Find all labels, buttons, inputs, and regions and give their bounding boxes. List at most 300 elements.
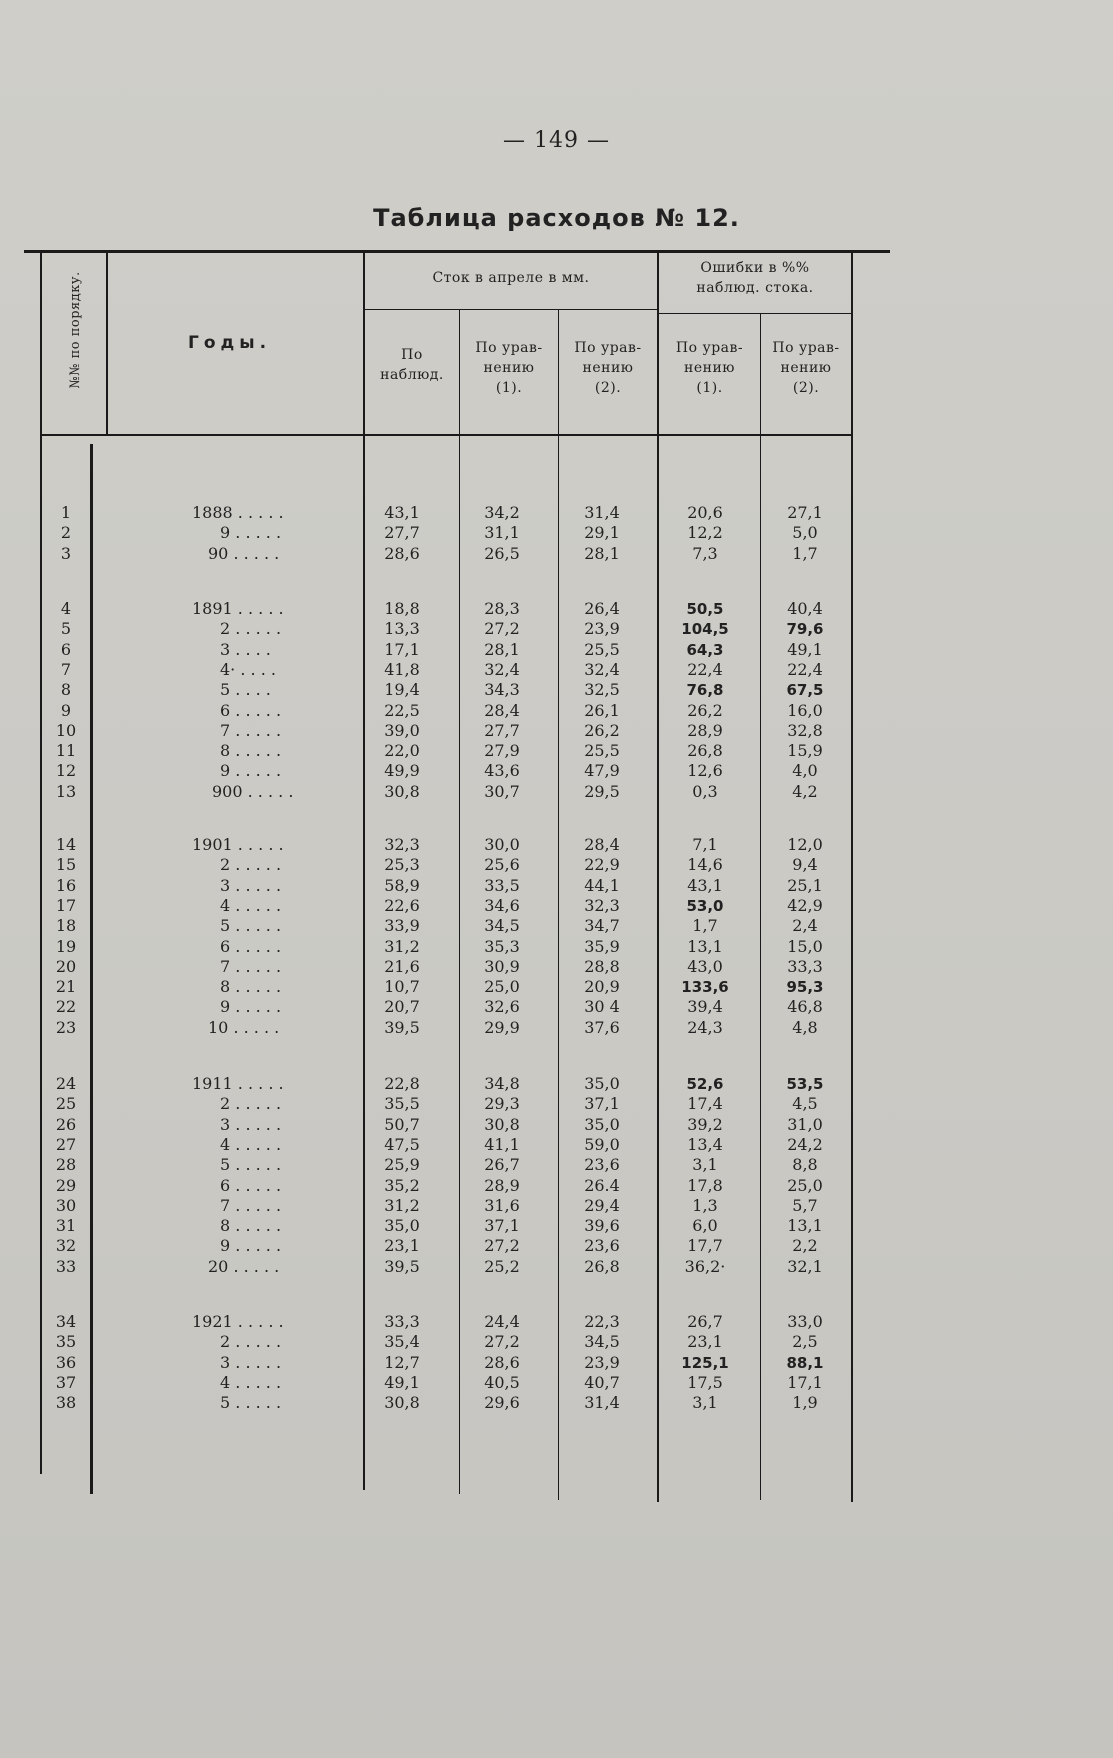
eq2-flow-cell: 26,8 (584, 1256, 620, 1276)
row-number: 36 (55, 1352, 77, 1372)
observed-flow-cell: 35,2 (384, 1175, 420, 1195)
eq1-flow-cell: 31,1 (484, 523, 520, 543)
observed-flow-cell: 30,8 (384, 781, 420, 801)
eq1-flow-cell: 28,9 (484, 1175, 520, 1195)
eq2-error-cell: 25,0 (787, 1175, 823, 1195)
eq2-error-cell: 79,6 (786, 620, 824, 639)
eq2-flow-cell: 37,6 (584, 1017, 620, 1037)
observed-flow-cell: 49,9 (384, 761, 420, 781)
eq1-flow-cell: 30,8 (484, 1114, 520, 1134)
header-err1-line: нению (684, 360, 735, 376)
eq1-flow-cell: 43,6 (484, 761, 520, 781)
eq2-error-cell: 95,3 (786, 978, 824, 997)
eq1-flow-cell: 34,2 (484, 503, 520, 522)
row-number: 5 (60, 619, 72, 639)
year-cell: 1911 . . . . . (192, 1074, 284, 1093)
eq1-error-cell: 64,3 (686, 640, 724, 659)
year-cell: 7 . . . . . (220, 1195, 282, 1215)
eq1-flow-cell: 29,9 (484, 1017, 520, 1037)
observed-flow-cell: 12,7 (384, 1352, 420, 1372)
year-cell: 5 . . . . . (220, 1155, 282, 1175)
year-cell: 9 . . . . . (220, 1236, 282, 1256)
observed-flow-cell: 27,7 (384, 523, 420, 543)
observed-flow-cell: 22,0 (384, 741, 420, 761)
eq2-error-cell: 9,4 (792, 855, 818, 875)
eq2-flow-cell: 40,7 (584, 1372, 620, 1392)
eq2-error-cell: 42,9 (787, 895, 823, 915)
eq1-flow-cell: 41,1 (484, 1134, 520, 1154)
header-years: Годы. (188, 333, 272, 353)
year-cell: 900 . . . . . (212, 781, 294, 801)
eq1-flow-cell: 31,6 (484, 1195, 520, 1215)
observed-flow-cell: 33,9 (384, 916, 420, 936)
eq2-error-cell: 32,1 (787, 1256, 823, 1276)
eq1-error-cell: 104,5 (681, 620, 729, 639)
eq2-flow-cell: 29,1 (584, 523, 620, 543)
observed-flow-cell: 23,1 (384, 1236, 420, 1256)
header-eq2-line: (2). (594, 380, 622, 396)
eq1-error-cell: 76,8 (686, 681, 724, 700)
eq1-flow-cell: 27,2 (484, 1332, 520, 1352)
eq2-error-cell: 16,0 (787, 700, 823, 720)
year-cell: 3 . . . . . (220, 875, 282, 895)
eq1-col-divider (558, 310, 559, 1500)
eq2-flow-cell: 23,9 (584, 1352, 620, 1372)
observed-flow-cell: 39,0 (384, 720, 420, 740)
eq1-error-cell: 3,1 (692, 1155, 718, 1175)
row-number: 30 (55, 1195, 77, 1215)
year-cell: 3 . . . . . (220, 1114, 282, 1134)
table-title: Таблица расходов № 12. (373, 204, 740, 232)
eq2-flow-cell: 23,9 (584, 619, 620, 639)
row-number: 35 (55, 1332, 77, 1352)
eq1-error-cell: 0,3 (692, 781, 718, 801)
observed-flow-cell: 35,4 (384, 1332, 420, 1352)
error-group-rule (659, 313, 851, 314)
year-cell: 1888 . . . . . (192, 503, 284, 522)
eq1-flow-cell: 29,3 (484, 1094, 520, 1114)
year-cell: 90 . . . . . (208, 543, 280, 563)
eq2-flow-cell: 20,9 (584, 977, 620, 997)
row-number: 31 (55, 1216, 77, 1236)
row-number: 9 (60, 700, 72, 720)
eq2-error-cell: 33,0 (787, 1312, 823, 1331)
year-cell: 3 . . . . . (220, 1352, 282, 1372)
row-number: 28 (55, 1155, 77, 1175)
year-cell: 3 . . . . (220, 639, 271, 659)
eq2-error-cell: 24,2 (787, 1134, 823, 1154)
eq2-error-cell: 2,5 (792, 1332, 818, 1352)
header-eq2 (559, 338, 657, 398)
eq1-flow-cell: 27,9 (484, 741, 520, 761)
top-rule (24, 250, 890, 253)
eq2-error-cell: 5,0 (792, 523, 818, 543)
eq1-error-cell: 53,0 (686, 896, 724, 915)
eq1-error-cell: 22,4 (687, 659, 723, 679)
year-cell: 5 . . . . . (220, 916, 282, 936)
eq2-error-cell: 53,5 (786, 1075, 824, 1093)
eq1-flow-cell: 26,7 (484, 1155, 520, 1175)
eq1-error-cell: 7,1 (692, 835, 718, 854)
header-eq1 (460, 338, 558, 398)
eq2-error-cell: 8,8 (792, 1155, 818, 1175)
eq1-error-cell: 39,2 (687, 1114, 723, 1134)
eq1-error-cell: 1,3 (692, 1195, 718, 1215)
eq1-flow-cell: 32,4 (484, 659, 520, 679)
row-number: 7 (60, 659, 72, 679)
row-number: 34 (55, 1312, 77, 1331)
eq1-flow-cell: 34,6 (484, 895, 520, 915)
eq1-error-cell: 26,7 (687, 1312, 723, 1331)
header-error-line: Ошибки в %% (700, 260, 810, 276)
eq1-error-cell: 17,4 (687, 1094, 723, 1114)
eq1-flow-cell: 29,6 (484, 1393, 520, 1413)
eq1-error-cell: 36,2· (684, 1256, 726, 1276)
year-cell: 1921 . . . . . (192, 1312, 284, 1331)
header-eq1-line: (1). (495, 380, 523, 396)
eq1-flow-cell: 27,2 (484, 1236, 520, 1256)
year-cell: 5 . . . . . (220, 1393, 282, 1413)
observed-flow-cell: 25,9 (384, 1155, 420, 1175)
eq1-error-cell: 125,1 (681, 1353, 729, 1372)
left-border (40, 252, 42, 1474)
eq2-error-cell: 2,4 (792, 916, 818, 936)
row-number: 22 (55, 997, 77, 1017)
eq1-error-cell: 14,6 (687, 855, 723, 875)
header-eq1-line: По урав- (475, 340, 543, 356)
eq1-error-cell: 17,8 (687, 1175, 723, 1195)
eq2-flow-cell: 28,8 (584, 956, 620, 976)
eq1-flow-cell: 37,1 (484, 1216, 520, 1236)
eq2-error-cell: 15,0 (787, 936, 823, 956)
eq2-flow-cell: 22,9 (584, 855, 620, 875)
eq2-error-cell: 2,2 (792, 1236, 818, 1256)
eq2-flow-cell: 31,4 (584, 1393, 620, 1413)
eq1-error-cell: 52,6 (686, 1075, 724, 1093)
eq2-flow-cell: 23,6 (584, 1236, 620, 1256)
row-number: 11 (55, 741, 77, 761)
observed-flow-cell: 35,0 (384, 1216, 420, 1236)
observed-flow-cell: 39,5 (384, 1256, 420, 1276)
eq1-error-cell: 12,6 (687, 761, 723, 781)
observed-flow-cell: 49,1 (384, 1372, 420, 1392)
observed-flow-cell: 22,6 (384, 895, 420, 915)
year-cell: 5 . . . . (220, 680, 271, 700)
eq2-error-cell: 27,1 (787, 503, 823, 522)
eq2-flow-cell: 25,5 (584, 639, 620, 659)
row-number: 4 (60, 599, 72, 618)
header-err1 (659, 338, 760, 398)
eq2-flow-cell: 35,9 (584, 936, 620, 956)
observed-flow-cell: 50,7 (384, 1114, 420, 1134)
year-cell: 10 . . . . . (208, 1017, 280, 1037)
eq1-flow-cell: 26,5 (484, 543, 520, 563)
group-divider (657, 252, 659, 1502)
eq2-flow-cell: 32,5 (584, 680, 620, 700)
header-bottom-rule (40, 434, 852, 436)
num-col-divider-body (90, 444, 93, 1494)
eq2-error-cell: 15,9 (787, 741, 823, 761)
row-number: 6 (60, 639, 72, 659)
observed-flow-cell: 31,2 (384, 1195, 420, 1215)
page-number: — 149 — (503, 128, 610, 153)
eq2-error-cell: 1,7 (792, 543, 818, 563)
year-cell: 4 . . . . . (220, 1134, 282, 1154)
eq1-flow-cell: 24,4 (484, 1312, 520, 1331)
observed-flow-cell: 22,5 (384, 700, 420, 720)
eq1-flow-cell: 32,6 (484, 997, 520, 1017)
eq1-error-cell: 3,1 (692, 1393, 718, 1413)
eq2-error-cell: 4,5 (792, 1094, 818, 1114)
year-cell: 1891 . . . . . (192, 599, 284, 618)
observed-flow-cell: 35,5 (384, 1094, 420, 1114)
eq2-flow-cell: 31,4 (584, 503, 620, 522)
eq2-error-cell: 12,0 (787, 835, 823, 854)
eq1-flow-cell: 25,0 (484, 977, 520, 997)
row-number: 14 (55, 835, 77, 854)
year-cell: 2 . . . . . (220, 619, 282, 639)
eq1-flow-cell: 25,6 (484, 855, 520, 875)
row-number: 19 (55, 936, 77, 956)
eq1-error-cell: 13,1 (687, 936, 723, 956)
eq1-error-cell: 39,4 (687, 997, 723, 1017)
eq2-error-cell: 33,3 (787, 956, 823, 976)
header-row-number: №№ по порядку. (68, 271, 83, 389)
row-number: 29 (55, 1175, 77, 1195)
header-err2-line: нению (780, 360, 832, 376)
eq2-flow-cell: 22,3 (584, 1312, 620, 1331)
row-number: 27 (55, 1134, 77, 1154)
eq2-flow-cell: 26,2 (584, 720, 620, 740)
eq2-flow-cell: 23,6 (584, 1155, 620, 1175)
eq2-flow-cell: 37,1 (584, 1094, 620, 1114)
year-cell: 9 . . . . . (220, 761, 282, 781)
eq1-flow-cell: 27,7 (484, 720, 520, 740)
eq2-flow-cell: 34,7 (584, 916, 620, 936)
observed-flow-cell: 47,5 (384, 1134, 420, 1154)
row-number: 10 (55, 720, 77, 740)
eq2-error-cell: 25,1 (787, 875, 823, 895)
observed-flow-cell: 39,5 (384, 1017, 420, 1037)
observed-flow-cell: 22,8 (384, 1074, 420, 1093)
row-number: 20 (55, 956, 77, 976)
eq2-flow-cell: 35,0 (584, 1114, 620, 1134)
row-number: 2 (60, 523, 72, 543)
eq1-error-cell: 17,7 (687, 1236, 723, 1256)
eq2-flow-cell: 32,4 (584, 659, 620, 679)
eq2-error-cell: 17,1 (787, 1372, 823, 1392)
year-cell: 6 . . . . . (220, 936, 282, 956)
year-cell: 2 . . . . . (220, 1094, 282, 1114)
eq2-error-cell: 49,1 (787, 639, 823, 659)
eq2-flow-cell: 47,9 (584, 761, 620, 781)
eq1-error-cell: 13,4 (687, 1134, 723, 1154)
year-cell: 2 . . . . . (220, 1332, 282, 1352)
row-number: 12 (55, 761, 77, 781)
observed-flow-cell: 28,6 (384, 543, 420, 563)
observed-flow-cell: 13,3 (384, 619, 420, 639)
eq1-error-cell: 6,0 (692, 1216, 718, 1236)
year-cell: 7 . . . . . (220, 956, 282, 976)
observed-flow-cell: 17,1 (384, 639, 420, 659)
eq1-flow-cell: 40,5 (484, 1372, 520, 1392)
row-number: 38 (55, 1393, 77, 1413)
row-number: 21 (55, 977, 77, 997)
eq1-flow-cell: 34,8 (484, 1074, 520, 1093)
year-cell: 20 . . . . . (208, 1256, 280, 1276)
eq1-error-cell: 1,7 (692, 916, 718, 936)
row-number: 32 (55, 1236, 77, 1256)
eq2-flow-cell: 35,0 (584, 1074, 620, 1093)
eq2-error-cell: 4,8 (792, 1017, 818, 1037)
num-col-divider (106, 252, 108, 434)
observed-flow-cell: 19,4 (384, 680, 420, 700)
eq2-error-cell: 31,0 (787, 1114, 823, 1134)
year-cell: 7 . . . . . (220, 720, 282, 740)
eq2-flow-cell: 26,4 (584, 599, 620, 618)
eq2-flow-cell: 28,4 (584, 835, 620, 854)
eq2-flow-cell: 30 4 (584, 997, 620, 1017)
header-flow-group: Сток в апреле в мм. (432, 270, 590, 286)
eq1-error-cell: 133,6 (681, 978, 729, 997)
eq2-error-cell: 67,5 (786, 681, 824, 700)
observed-flow-cell: 31,2 (384, 936, 420, 956)
header-err1-line: По урав- (675, 340, 744, 356)
header-err2-line: По урав- (772, 340, 840, 356)
eq1-error-cell: 43,0 (687, 956, 723, 976)
observed-flow-cell: 21,6 (384, 956, 420, 976)
year-cell: 8 . . . . . (220, 1216, 282, 1236)
header-eq2-line: По урав- (574, 340, 642, 356)
eq1-error-cell: 17,5 (687, 1372, 723, 1392)
eq2-error-cell: 22,4 (787, 659, 823, 679)
observed-flow-cell: 41,8 (384, 659, 420, 679)
row-number: 16 (55, 875, 77, 895)
header-eq1-line: нению (483, 360, 535, 376)
eq2-flow-cell: 34,5 (584, 1332, 620, 1352)
observed-flow-cell: 30,8 (384, 1393, 420, 1413)
year-cell: 4 . . . . . (220, 895, 282, 915)
eq2-flow-cell: 25,5 (584, 741, 620, 761)
observed-flow-cell: 43,1 (384, 503, 420, 522)
eq1-flow-cell: 27,2 (484, 619, 520, 639)
header-obs-line: наблюд. (380, 367, 444, 383)
observed-flow-cell: 18,8 (384, 599, 420, 618)
row-number: 13 (55, 781, 77, 801)
eq2-error-cell: 13,1 (787, 1216, 823, 1236)
obs-col-divider (459, 310, 460, 1494)
year-cell: 9 . . . . . (220, 523, 282, 543)
row-number: 26 (55, 1114, 77, 1134)
row-number: 17 (55, 895, 77, 915)
year-cell: 6 . . . . . (220, 1175, 282, 1195)
year-cell: 8 . . . . . (220, 977, 282, 997)
row-number: 3 (60, 543, 72, 563)
flow-group-rule (365, 309, 657, 310)
year-cell: 1901 . . . . . (192, 835, 284, 854)
eq1-error-cell: 12,2 (687, 523, 723, 543)
eq2-flow-cell: 59,0 (584, 1134, 620, 1154)
eq2-flow-cell: 29,5 (584, 781, 620, 801)
header-obs-line: По (401, 347, 423, 363)
eq2-flow-cell: 29,4 (584, 1195, 620, 1215)
eq1-flow-cell: 25,2 (484, 1256, 520, 1276)
observed-flow-cell: 33,3 (384, 1312, 420, 1331)
eq2-error-cell: 88,1 (786, 1353, 824, 1372)
eq1-error-cell: 26,2 (687, 700, 723, 720)
year-cell: 9 . . . . . (220, 997, 282, 1017)
observed-flow-cell: 58,9 (384, 875, 420, 895)
observed-flow-cell: 10,7 (384, 977, 420, 997)
header-eq2-line: нению (582, 360, 634, 376)
header-err1-line: (1). (696, 380, 723, 396)
eq1-flow-cell: 30,0 (484, 835, 520, 854)
right-border (851, 252, 853, 1502)
eq2-error-cell: 4,0 (792, 761, 818, 781)
observed-flow-cell: 32,3 (384, 835, 420, 854)
eq2-flow-cell: 32,3 (584, 895, 620, 915)
eq1-flow-cell: 28,3 (484, 599, 520, 618)
eq2-error-cell: 46,8 (787, 997, 823, 1017)
row-number: 15 (55, 855, 77, 875)
eq1-flow-cell: 28,4 (484, 700, 520, 720)
eq1-error-cell: 7,3 (692, 543, 718, 563)
year-cell: 8 . . . . . (220, 741, 282, 761)
eq1-flow-cell: 30,7 (484, 781, 520, 801)
eq2-flow-cell: 28,1 (584, 543, 620, 563)
header-error-line: наблюд. стока. (696, 280, 814, 296)
eq1-error-cell: 20,6 (687, 503, 723, 522)
row-number: 8 (60, 680, 72, 700)
eq1-flow-cell: 28,1 (484, 639, 520, 659)
eq2-error-cell: 4,2 (792, 781, 818, 801)
year-cell: 2 . . . . . (220, 855, 282, 875)
row-number: 24 (55, 1074, 77, 1093)
eq1-error-cell: 23,1 (687, 1332, 723, 1352)
year-cell: 6 . . . . . (220, 700, 282, 720)
eq1-error-cell: 43,1 (687, 875, 723, 895)
eq2-error-cell: 40,4 (787, 599, 823, 618)
eq1-error-cell: 24,3 (687, 1017, 723, 1037)
eq1-flow-cell: 34,5 (484, 916, 520, 936)
row-number: 1 (60, 503, 72, 522)
eq2-flow-cell: 26.4 (584, 1175, 620, 1195)
eq2-error-cell: 1,9 (792, 1393, 818, 1413)
eq1-flow-cell: 28,6 (484, 1352, 520, 1372)
row-number: 25 (55, 1094, 77, 1114)
eq1-flow-cell: 34,3 (484, 680, 520, 700)
eq1-flow-cell: 33,5 (484, 875, 520, 895)
observed-flow-cell: 20,7 (384, 997, 420, 1017)
eq2-error-cell: 5,7 (792, 1195, 818, 1215)
err1-col-divider (760, 314, 761, 1500)
eq1-flow-cell: 35,3 (484, 936, 520, 956)
eq1-error-cell: 26,8 (687, 741, 723, 761)
header-err2-line: (2). (792, 380, 820, 396)
year-cell: 4· . . . . (220, 659, 276, 679)
eq1-flow-cell: 30,9 (484, 956, 520, 976)
eq2-error-cell: 32,8 (787, 720, 823, 740)
eq1-error-cell: 28,9 (687, 720, 723, 740)
year-cell: 4 . . . . . (220, 1372, 282, 1392)
row-number: 33 (55, 1256, 77, 1276)
observed-flow-cell: 25,3 (384, 855, 420, 875)
eq2-flow-cell: 39,6 (584, 1216, 620, 1236)
eq2-flow-cell: 26,1 (584, 700, 620, 720)
header-error-group (659, 258, 851, 298)
row-number: 37 (55, 1372, 77, 1392)
header-err2 (761, 338, 851, 398)
